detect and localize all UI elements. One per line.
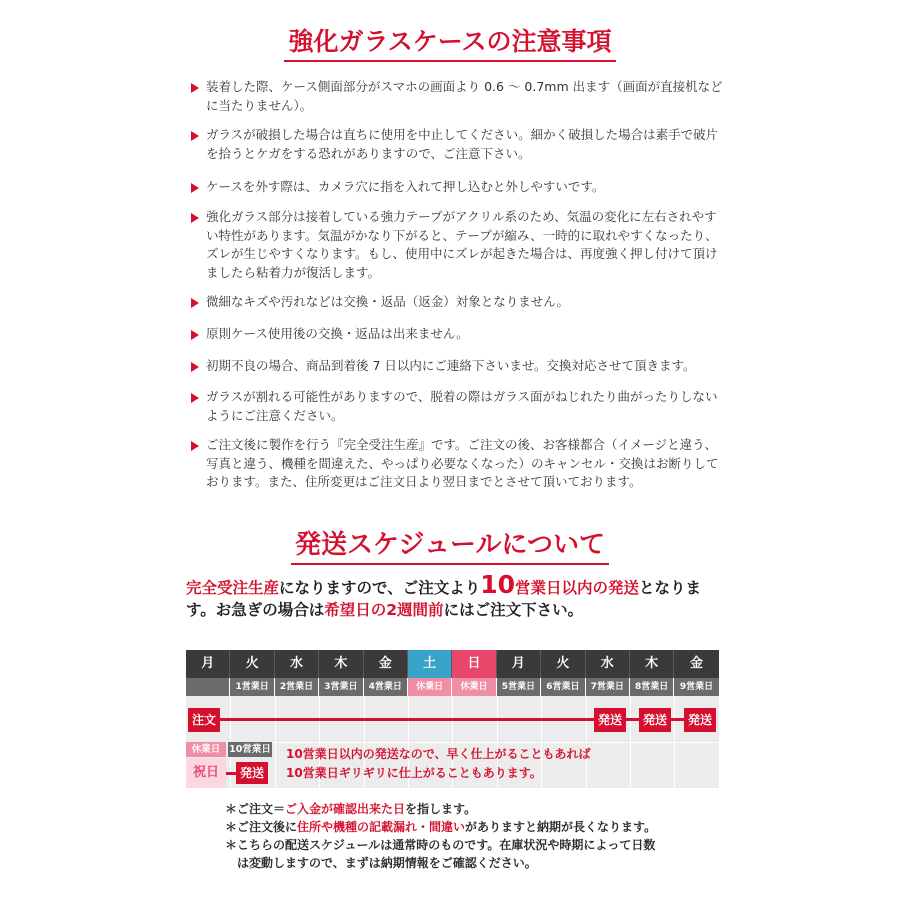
- business-day-cell: 6営業日: [541, 678, 585, 696]
- triangle-bullet-icon: [191, 330, 199, 340]
- shipping-intro: [186, 570, 726, 621]
- notice-title: [0, 22, 900, 62]
- holiday-cell: 休業日: [452, 678, 496, 696]
- intro-text: になりますので、ご注文より: [279, 579, 481, 597]
- weekday-cell: 火: [541, 650, 585, 678]
- business-day-cell: 7営業日: [586, 678, 630, 696]
- weekday-cell: 水: [275, 650, 319, 678]
- business-day-cell: 8営業日: [630, 678, 674, 696]
- triangle-bullet-icon: [191, 83, 199, 93]
- footnote-highlight: ご入金が確認出来た日: [285, 802, 406, 816]
- list-item: [189, 436, 729, 492]
- intro-days-number: 10: [480, 570, 516, 599]
- timeline-connector: [671, 718, 685, 721]
- note-text: 装着した際、ケース側面部分がスマホの画面より 0.6 〜 0.7mm 出ます（画面が直接机などに当たりません）。: [206, 79, 723, 113]
- footnote-text: がありますと納期が長くなります。: [465, 820, 657, 834]
- legend-holiday-cell: 祝日: [186, 758, 226, 788]
- holiday-cell: 休業日: [408, 678, 452, 696]
- shipping-title-text: 発送スケジュールについて: [291, 524, 609, 565]
- triangle-bullet-icon: [191, 441, 199, 451]
- timeline-bar: [216, 718, 596, 721]
- note-text: 微細なキズや汚れなどは交換・返品（返金）対象となりません。: [206, 294, 570, 309]
- note-text: ガラスが破損した場合は直ちに使用を中止してください。細かく破損した場合は素手で破片を拾うとケガをする恐れがありますので、ご注意下さい。: [206, 127, 719, 161]
- business-day-cell: [186, 678, 230, 696]
- intro-text: となります。お急ぎの場合は: [186, 579, 702, 619]
- note-text: ガラスが割れる可能性がありますので、脱着の際はガラス面がねじれたり曲がったりしないようにご注意ください。: [206, 389, 718, 423]
- intro-highlight: 営業日以内の発送: [515, 579, 640, 597]
- business-day-cell: 5営業日: [497, 678, 541, 696]
- intro-highlight: 希望日の2週間前: [324, 601, 444, 619]
- grid-note-line: 10営業日以内の発送なので、早く仕上がることもあれば: [286, 747, 591, 761]
- grid-note-line: 10営業日ギリギリに仕上がることもあります。: [286, 766, 542, 780]
- list-item: [189, 78, 729, 115]
- footnote: ＊こちらの配送スケジュールは通常時のものです。在庫状況や時期によって日数: [225, 838, 656, 852]
- footnote: [225, 800, 656, 818]
- grid-note: [286, 745, 590, 783]
- business-day-cell: 9営業日: [679, 682, 714, 692]
- weekday-cell: 月: [497, 650, 541, 678]
- intro-highlight: 完全受注生産: [186, 579, 280, 597]
- note-text: 強化ガラス部分は接着している強力テープがアクリル系のため、気温の変化に左右されやすい特性があります。気温がかなり下がると、テープが縮み、一時的に取れやすくなったり、ズレが生じやすくなります。もし、使用中にズレが起きた場合は、再度強く押し付けて頂けましたら粘着力が復活します。: [206, 209, 718, 280]
- weekday-cell: 木: [319, 650, 363, 678]
- legend-ship-tag: 発送: [236, 762, 268, 784]
- list-item: [189, 325, 729, 344]
- triangle-bullet-icon: [191, 298, 199, 308]
- triangle-bullet-icon: [191, 393, 199, 403]
- footnote-highlight: 住所や機種の記載漏れ・間違い: [297, 820, 466, 834]
- weekday-cell: 金: [689, 656, 703, 671]
- weekday-cell: 金: [364, 650, 408, 678]
- triangle-bullet-icon: [191, 131, 199, 141]
- weekday-cell: 木: [630, 650, 674, 678]
- weekday-cell: 水: [586, 650, 630, 678]
- legend-connector: [226, 772, 236, 775]
- note-text: ケースを外す際は、カメラ穴に指を入れて押し込むと外しやすいです。: [206, 179, 605, 194]
- schedule-timeline: [186, 704, 719, 734]
- triangle-bullet-icon: [191, 362, 199, 372]
- ship-tag: 発送: [594, 708, 626, 732]
- weekday-cell: 月: [186, 650, 230, 678]
- business-day-cell: 4営業日: [364, 678, 408, 696]
- list-item: [189, 357, 729, 376]
- footnote: [225, 818, 656, 836]
- weekday-header-row: [186, 650, 719, 678]
- list-item: [189, 126, 729, 163]
- ship-tag: 発送: [639, 708, 671, 732]
- weekday-cell: 火: [230, 650, 274, 678]
- shipping-title: [0, 524, 900, 565]
- triangle-bullet-icon: [191, 213, 199, 223]
- legend-holiday-tag: 休業日: [186, 742, 226, 757]
- legend-biz10-tag: 10営業日: [229, 744, 271, 755]
- footnote-text: ＊ご注文＝: [225, 802, 286, 816]
- weekday-cell-sunday: 日: [452, 650, 496, 678]
- list-item: [189, 388, 729, 425]
- note-text: 初期不良の場合、商品到着後 7 日以内にご連絡下さいませ。交換対応させて頂きます。: [206, 358, 696, 373]
- notice-title-text: 強化ガラスケースの注意事項: [284, 22, 615, 62]
- list-item: [189, 293, 729, 312]
- ship-tag: 発送: [684, 708, 716, 732]
- business-day-cell: 2営業日: [275, 678, 319, 696]
- triangle-bullet-icon: [191, 183, 199, 193]
- timeline-connector: [626, 718, 640, 721]
- footnote: は変動しますので、まずは納期情報をご確認ください。: [237, 856, 537, 870]
- order-tag: 注文: [188, 708, 220, 732]
- note-text: ご注文後に製作を行う『完全受注生産』です。ご注文の後、お客様都合（イメージと違う、写真と違う、機種を間違えた、やっぱり必要なくなった）のキャンセル・交換はお断りしております。また、住所変更はご注文日より翌日までとさせて頂いております。: [206, 437, 719, 489]
- footnote-text: を指します。: [405, 802, 477, 816]
- footnote-text: ＊ご注文後に: [225, 820, 298, 834]
- intro-text: にはご注文下さい。: [443, 601, 584, 619]
- note-text: 原則ケース使用後の交換・返品は出来ません。: [206, 326, 469, 341]
- weekday-cell-saturday: 土: [408, 650, 452, 678]
- business-day-row: [186, 678, 719, 696]
- business-day-cell: 1営業日: [230, 678, 274, 696]
- list-item: [189, 178, 729, 197]
- business-day-cell: 3営業日: [319, 678, 363, 696]
- footnotes: [225, 800, 656, 872]
- list-item: [189, 208, 729, 282]
